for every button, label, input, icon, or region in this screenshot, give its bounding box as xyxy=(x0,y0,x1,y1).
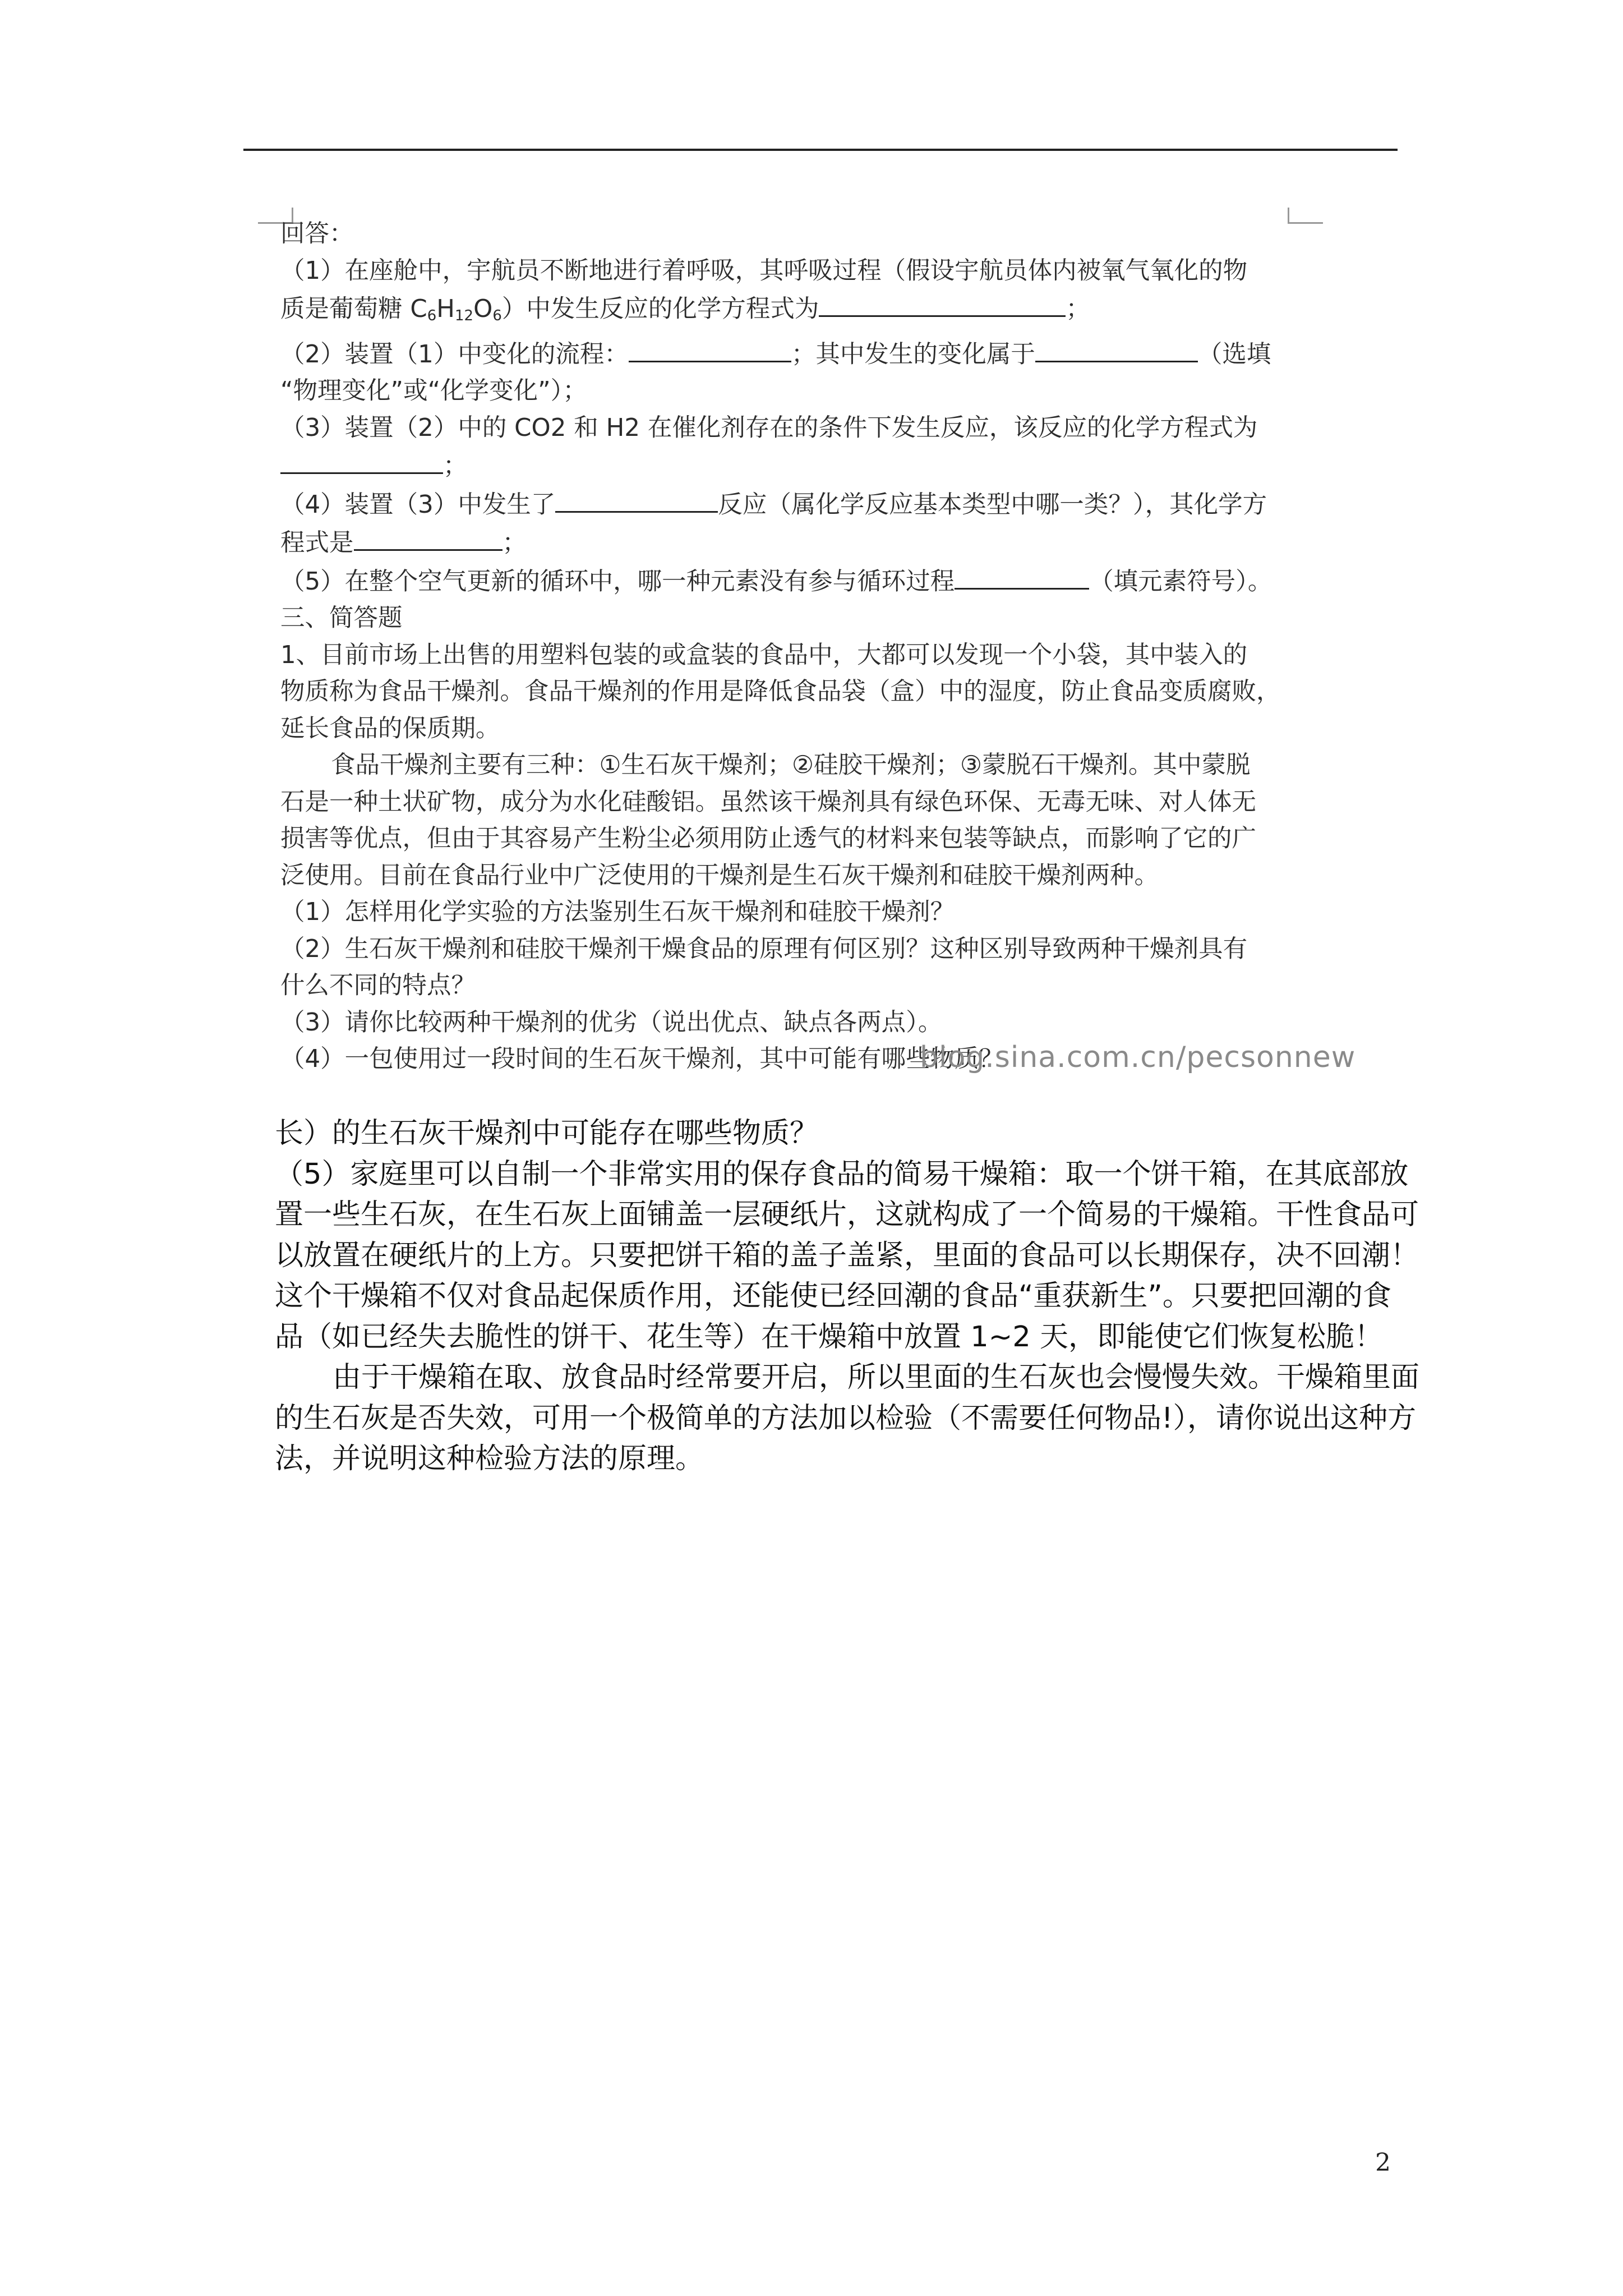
paragraph-line: 的生石灰是否失效，可用一个极简单的方法加以检验（不需要任何物品!），请你说出这种方 xyxy=(275,1401,1416,1435)
q1-text: ）中发生反应的化学方程式为 xyxy=(501,295,819,323)
paragraph-line: （5）家庭里可以自制一个非常实用的保存食品的简易干燥箱：取一个饼干箱，在其底部放 xyxy=(275,1157,1409,1191)
paragraph-line: 损害等优点，但由于其容易产生粉尘必须用防止透气的材料来包装等缺点，而影响了它的广 xyxy=(280,825,1256,853)
answer-blank[interactable] xyxy=(555,485,718,513)
q1-line-2 xyxy=(280,289,1346,335)
q4-text: 反应（属化学反应基本类型中哪一类？），其化学方 xyxy=(718,490,1267,519)
answer-blank[interactable] xyxy=(354,523,502,551)
q2-text: （选填 xyxy=(1197,340,1271,369)
q3-text: ； xyxy=(443,452,468,480)
paragraph-line: 石是一种土状矿物，成分为水化硅酸铝。虽然该干燥剂具有绿色环保、无毒无味、对人体无 xyxy=(280,788,1256,816)
sub-question: （1）怎样用化学实验的方法鉴别生石灰干燥剂和硅胶干燥剂？ xyxy=(280,898,955,926)
q5-line xyxy=(280,562,1346,601)
paragraph-line: 以放置在硬纸片的上方。只要把饼干箱的盖子盖紧，里面的食品可以长期保存，决不回潮！ xyxy=(275,1239,1419,1272)
continuation-text-block xyxy=(275,1114,1420,1480)
q5-text: （5）在整个空气更新的循环中，哪一种元素没有参与循环过程 xyxy=(280,567,955,596)
sub-question: （3）请你比较两种干燥剂的优劣（说出优点、缺点各两点）。 xyxy=(280,1008,943,1037)
q1-line-1: （1）在座舱中，宇航员不断地进行着呼吸，其呼吸过程（假设宇航员体内被氧气氧化的物 xyxy=(280,256,1248,285)
element-symbol: O xyxy=(473,295,493,323)
q4-text: 程式是 xyxy=(280,529,354,557)
q4-line-2 xyxy=(280,523,1346,562)
answer-blank[interactable] xyxy=(819,289,1066,317)
q3-line-1: （3）装置（2）中的 CO2 和 H2 在催化剂存在的条件下发生反应，该反应的化学方程式为 xyxy=(280,413,1258,442)
scanned-text-block xyxy=(280,216,1346,1078)
q1-text: 质是葡萄糖 C xyxy=(280,295,427,323)
sub-question: （4）一包使用过一段时间的生石灰干燥剂，其中可能有哪些物质？ xyxy=(280,1045,1004,1073)
subscript: 6 xyxy=(492,307,502,324)
paragraph-line: 品（如已经失去脆性的饼干、花生等）在干燥箱中放置 1~2 天，即能使它们恢复松脆！ xyxy=(275,1320,1384,1354)
q1-text: ； xyxy=(1066,295,1090,323)
subscript: 6 xyxy=(427,307,437,324)
q5-text: （填元素符号）。 xyxy=(1089,567,1272,596)
paragraph-line: 法，并说明这种检验方法的原理。 xyxy=(275,1442,704,1475)
paragraph-line: 由于干燥箱在取、放食品时经常要开启，所以里面的生石灰也会慢慢失效。干燥箱里面 xyxy=(333,1361,1420,1394)
page-number: 2 xyxy=(1375,2148,1391,2177)
answer-heading: 回答： xyxy=(280,220,354,248)
q4-text: （4）装置（3）中发生了 xyxy=(280,490,556,519)
answer-blank[interactable] xyxy=(280,447,443,474)
answer-blank[interactable] xyxy=(1035,335,1198,362)
sub-question: 什么不同的特点？ xyxy=(280,972,476,1000)
q4-text: ； xyxy=(502,529,527,557)
answer-blank[interactable] xyxy=(955,562,1089,590)
q2-text: ；其中发生的变化属于 xyxy=(791,340,1035,369)
q2-line-1 xyxy=(280,335,1346,374)
q4-line-1 xyxy=(280,485,1346,524)
paragraph-line: 长）的生石灰干燥剂中可能存在哪些物质？ xyxy=(275,1117,819,1150)
paragraph-line: 延长食品的保质期。 xyxy=(280,714,500,743)
section-heading: 三、简答题 xyxy=(280,604,403,632)
paragraph-line: 泛使用。目前在食品行业中广泛使用的干燥剂是生石灰干燥剂和硅胶干燥剂两种。 xyxy=(280,861,1159,890)
q2-line-2: “物理变化”或“化学变化”）； xyxy=(280,377,587,405)
header-rule xyxy=(243,149,1398,151)
subscript: 12 xyxy=(454,307,474,324)
paragraph-line: 这个干燥箱不仅对食品起保质作用，还能使已经回潮的食品“重获新生”。只要把回潮的食 xyxy=(275,1280,1391,1313)
paragraph-line: 1、目前市场上出售的用塑料包装的或盒装的食品中，大都可以发现一个小袋，其中装入的 xyxy=(280,641,1248,669)
q2-text: （2）装置（1）中变化的流程： xyxy=(280,340,629,369)
element-symbol: H xyxy=(436,295,455,323)
answer-blank[interactable] xyxy=(629,335,791,362)
paragraph-line: 食品干燥剂主要有三种：①生石灰干燥剂；②硅胶干燥剂；③蒙脱石干燥剂。其中蒙脱 xyxy=(331,751,1251,779)
q3-line-2 xyxy=(280,447,1346,485)
paragraph-line: 物质称为食品干燥剂。食品干燥剂的作用是降低食品袋（盒）中的湿度，防止食品变质腐败， xyxy=(280,678,1281,706)
sub-question: （2）生石灰干燥剂和硅胶干燥剂干燥食品的原理有何区别？这种区别导致两种干燥剂具有 xyxy=(280,935,1248,963)
paragraph-line: 置一些生石灰，在生石灰上面铺盖一层硬纸片，这就构成了一个简易的干燥箱。干性食品可 xyxy=(275,1198,1419,1231)
watermark: blog.sina.com.cn/pecsonnew xyxy=(920,1041,1356,1074)
